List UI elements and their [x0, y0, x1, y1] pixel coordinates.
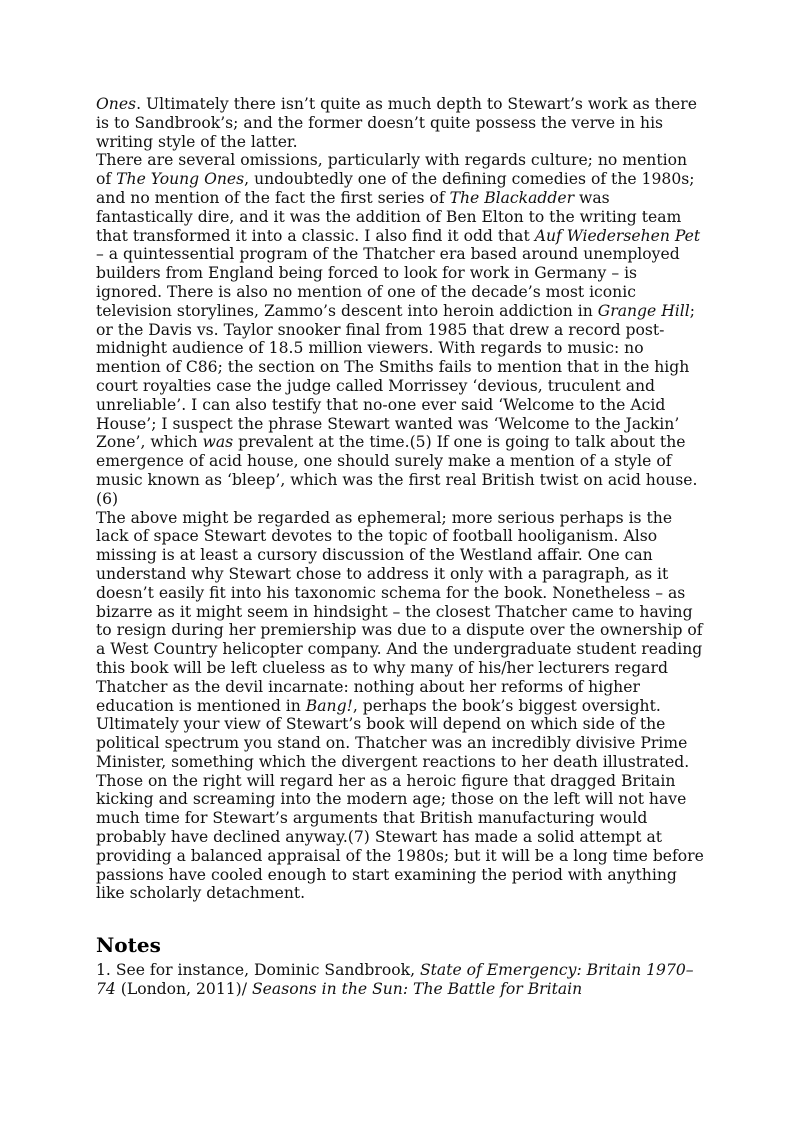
italic-run: The Blackadder	[449, 188, 575, 207]
italic-run: was	[202, 433, 234, 452]
text-run: ; or the Davis vs. Taylor snooker final from 1985 that drew a record post-midnight audience of 18.5 million viewers. With regards to music: no mention of C86; the section on The Smiths fails to mention that in the high court royalties case the judge called Morrissey ‘devious, truculent and unreliable’. I can also testify that no-one ever said ‘Welcome to the Acid House’; I suspect the phrase Stewart wanted was ‘Welcome to the Jackin’ Zone’, which	[96, 301, 696, 452]
article-page	[96, 95, 706, 999]
text-run: prevalent at the time.(5) If one is going to talk about the emergence of acid house, one should surely make a mention of a style of music known as ‘bleep’, which was the first real British twist on acid house.(6)	[96, 433, 698, 508]
paragraph-4	[96, 715, 706, 903]
text-run: – a quintessential program of the Thatcher era based around unemployed builders from England being forced to look for work in Germany – is ignored. There is also no mention of one of the decade’s most iconic television storylines, Zammo’s descent into heroin addiction in	[96, 245, 680, 320]
text-run: was fantastically dire, and it was the addition of Ben Elton to the writing team that transformed it into a classic. I also find it odd that	[96, 188, 682, 245]
text-run: , undoubtedly one of the defining comedies of the 1980s; and no mention of the fact the first series of	[96, 170, 695, 207]
italic-run: Seasons in the Sun: The Battle for Britain	[251, 980, 583, 999]
paragraph-2	[96, 151, 706, 508]
notes-heading: Notes	[96, 933, 161, 958]
italic-run: The Young Ones	[116, 170, 245, 189]
italic-run: Bang!	[305, 696, 353, 715]
italic-run: State of Emergency: Britain 1970–74	[96, 961, 694, 999]
text-run: Ultimately your view of Stewart’s book will depend on which side of the political spectrum you stand on. Thatcher was an incredibly divisive Prime Minister, something which the divergent reactions to her death illustrated. Those on the right will regard her as a heroic figure that dragged Britain kicking and screaming into the modern age; those on the left will not have much time for Stewart’s arguments that British manufacturing would probably have declined anyway.(7) Stewart has made a solid attempt at providing a balanced appraisal of the 1980s; but it will be a long time before passions have cooled enough to start examining the period with anything like scholarly detachment.	[96, 715, 704, 903]
text-run: . Ultimately there isn’t quite as much depth to Stewart’s work as there is to Sandbrook’s; and the former doesn’t quite possess the verve in his writing style of the latter.	[96, 95, 697, 151]
text-run: , perhaps the book’s biggest oversight.	[352, 696, 661, 715]
text-run: The above might be regarded as ephemeral; more serious perhaps is the lack of space Stewart devotes to the topic of football hooliganism. Also missing is at least a cursory discussion of the Westland affair. One can understand why Stewart chose to address it only with a paragraph, as it doesn’t easily fit into his taxonomic schema for the book. Nonetheless – as bizarre as it might seem in hindsight – the closest Thatcher came to having to resign during her premiership was due to a dispute over the ownership of a West Country helicopter company. And the undergraduate student reading this book will be left clueless as to why many of his/her lecturers regard Thatcher as the devil incarnate: nothing about her reforms of higher education is mentioned in	[96, 508, 703, 715]
paragraph-3	[96, 509, 706, 716]
italic-run: Grange Hill	[597, 301, 690, 320]
note-1	[96, 961, 706, 999]
text-run: 1. See for instance, Dominic Sandbrook,	[96, 961, 420, 980]
paragraph-1	[96, 95, 706, 151]
italic-run: Auf Wiedersehen Pet	[534, 226, 701, 245]
text-run: (London, 2011)/	[115, 980, 252, 999]
text-run: There are several omissions, particularly with regards culture; no mention of	[96, 151, 688, 189]
italic-run: Ones	[96, 95, 137, 113]
